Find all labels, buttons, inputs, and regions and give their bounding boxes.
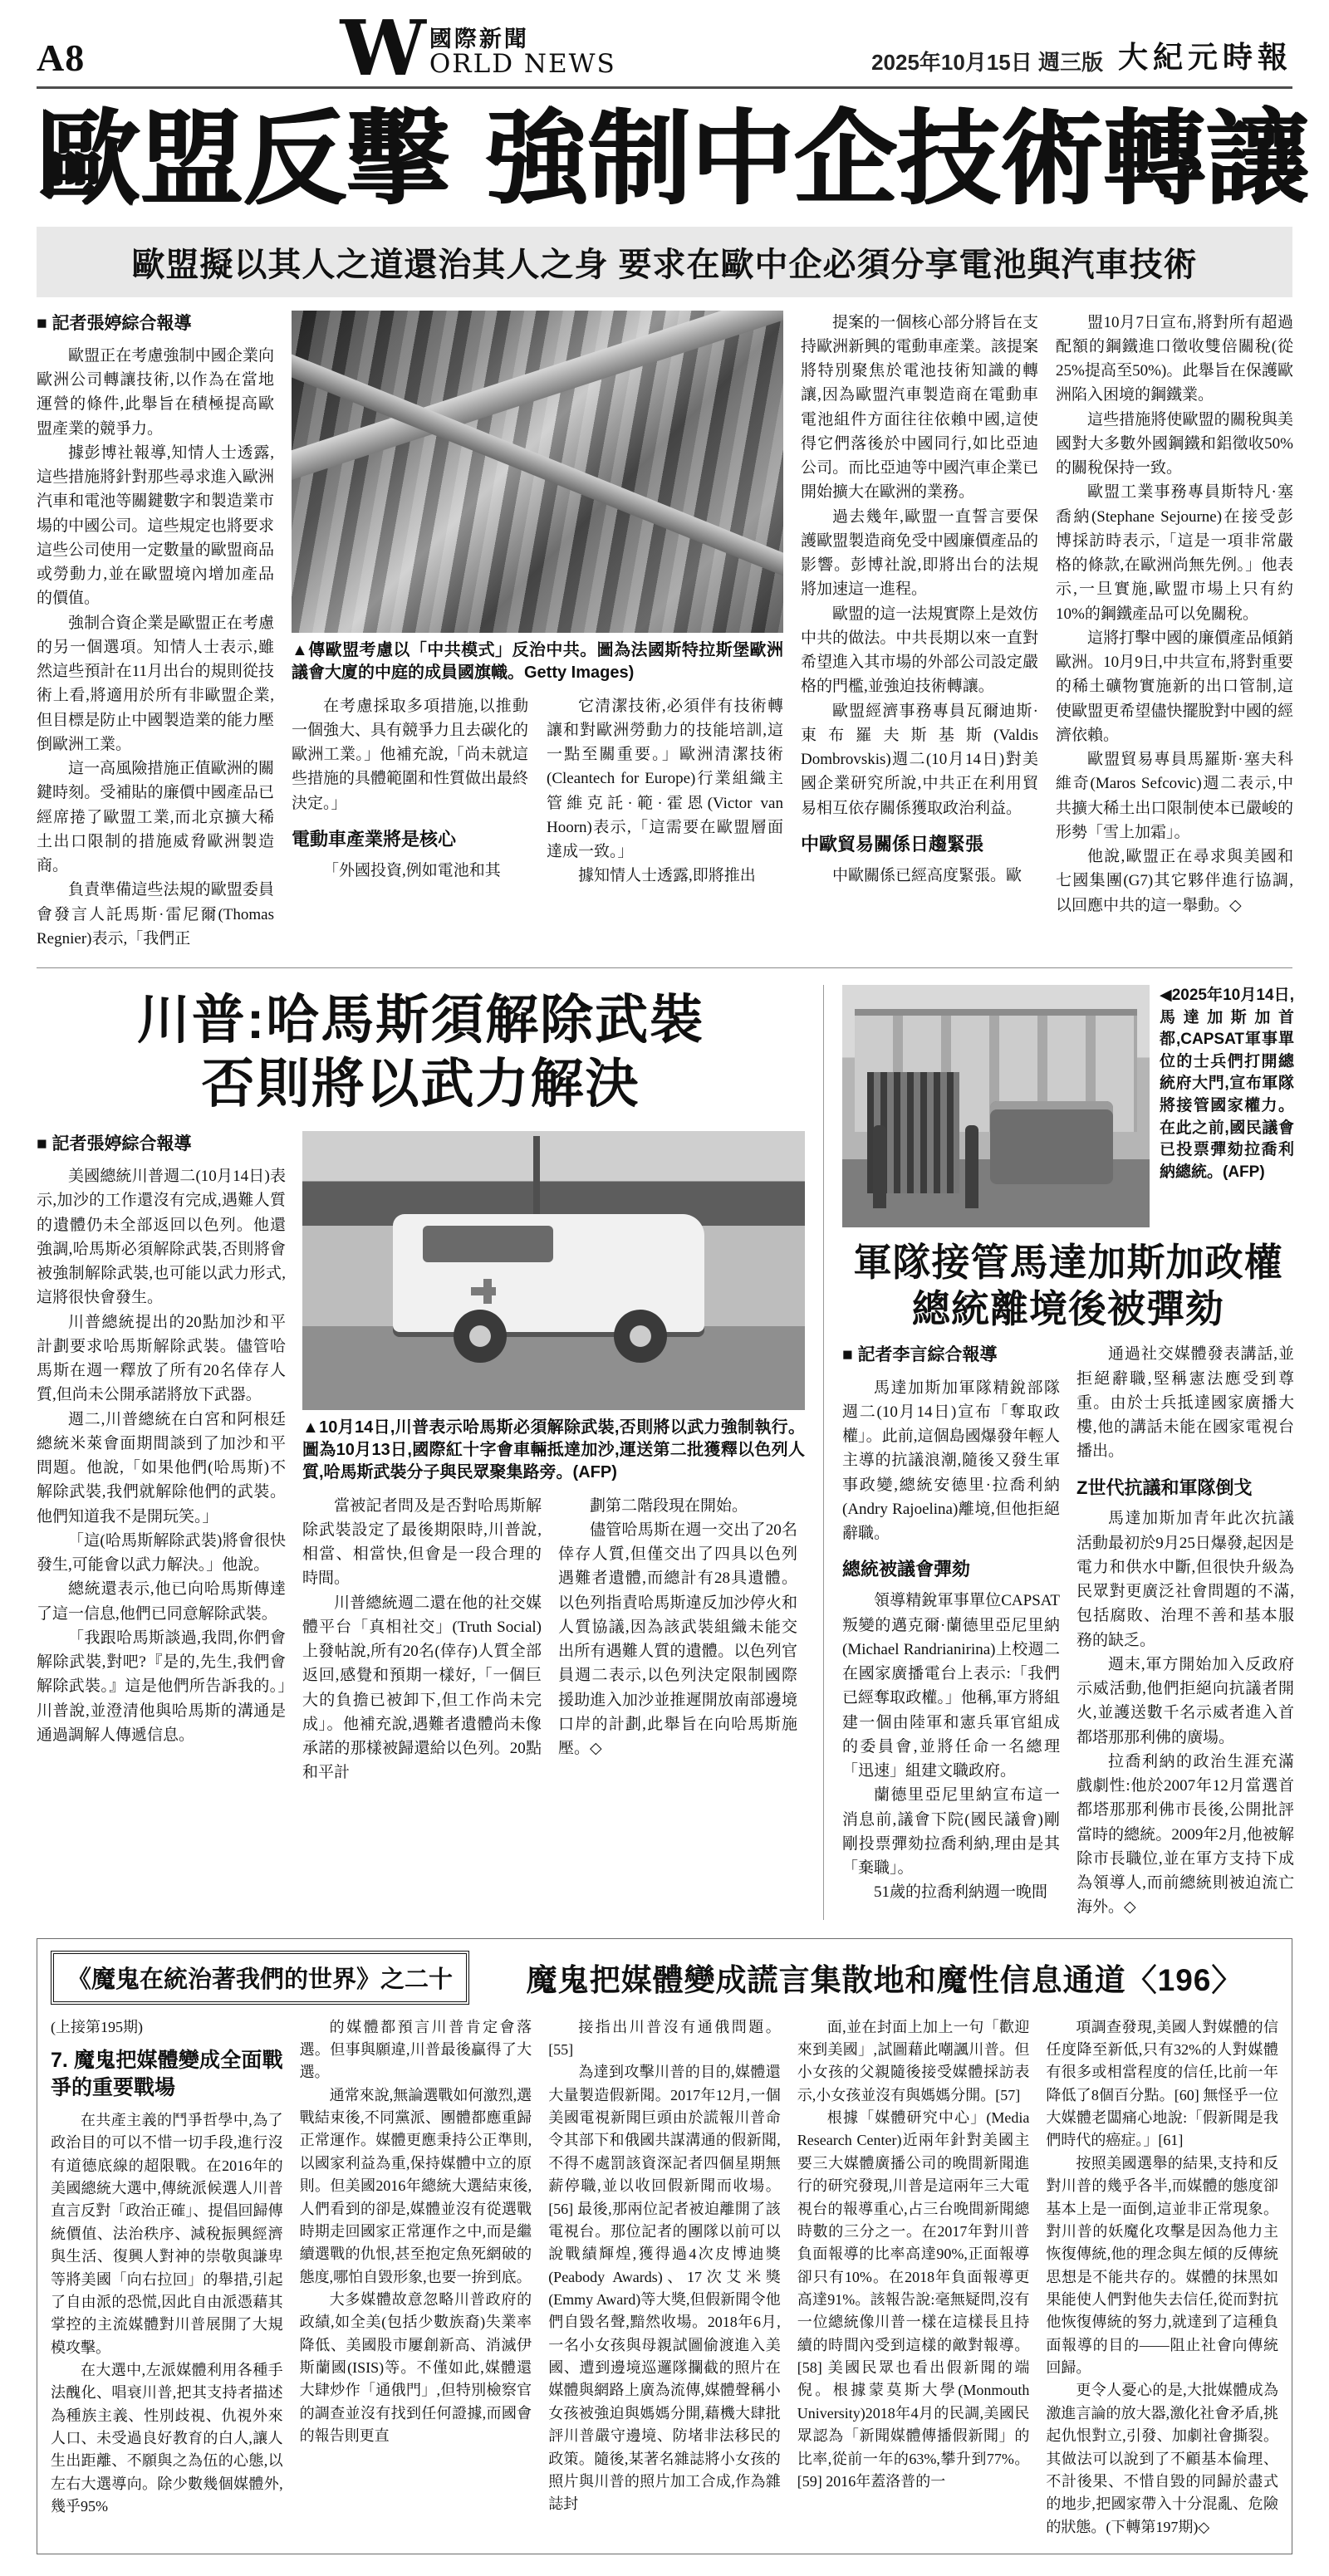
paragraph: 歐盟工業事務專員斯特凡·塞喬納(Stephane Sejourne)在接受彭博採訪時表示,「這是一項非常嚴格的條款,在歐洲尚無先例。」他表示,一旦實施,歐盟市場上只有約10%的鋼鐵產品可以免關稅。	[1056, 483, 1293, 623]
photo-soldier-shape	[965, 1125, 978, 1207]
paragraph: 蘭德里亞尼里納宣布這一消息前,議會下院(國民議會)剛剛投票彈劾拉喬利納,理由是其「棄職」。	[842, 1786, 1060, 1877]
paragraph: 通過社交媒體發表講話,並拒絕辭職,堅稱憲法應受到尊重。由於士兵抵達國家廣播大樓,他的講話未能在國家電視台播出。	[1076, 1345, 1294, 1461]
madagascar-body	[842, 1342, 1294, 1919]
paragraph: 週末,軍方開始加入反政府示威活動,他們拒絕向抗議者開火,並護送數千名示威者進入首都塔那那利佛的廣場。	[1076, 1655, 1294, 1746]
photo-jeep-shape	[990, 1101, 1113, 1183]
paragraph: 川普總統提出的20點加沙和平計劃要求哈馬斯解除武裝。儘管哈馬斯在週一釋放了所有20名倖存人質,但尚未公開承諾將放下武器。	[37, 1313, 286, 1404]
paragraph: 據彭博社報導,知情人士透露,這些措施將針對那些尋求進入歐洲汽車和電池等關鍵數字和製造業市場的中國公司。這些規定也將要求這些公司使用一定數量的歐盟商品或勞動力,並在歐盟境內增加產品的價值。	[37, 443, 274, 608]
serial-header	[51, 1951, 1278, 2005]
series-title: 《魔鬼在統治著我們的世界》之二十	[51, 1951, 469, 2005]
paragraph: 歐盟貿易專員馬羅斯·塞夫科維奇(Maros Sefcovic)週二表示,中共擴大稀土出口限制使本已嚴峻的形勢「雪上加霜」。	[1056, 751, 1293, 841]
lead-col-1	[37, 311, 274, 952]
trump-col-3	[558, 1494, 797, 1785]
paragraph: 馬達加斯加軍隊精銳部隊週二(10月14日)宣布「奪取政權」。此前,這個島國爆發年輕人主導的抗議浪潮,隨後又發生軍事政變,總統安德里·拉喬利納(Andry Rajoelina)離境,但他拒絕辭職。	[842, 1379, 1060, 1543]
red-cross-shape	[471, 1287, 496, 1295]
paragraph: 「外國投資,例如電池和其	[323, 861, 501, 879]
paragraph: 強制合資企業是歐盟正在考慮的另一個選項。知情人士表示,雖然這些預計在11月出台的規則從技術上看,將適用於所有非歐盟企業,但目標是防止中國製造業的能力壓倒歐洲工業。	[37, 614, 274, 753]
section-divider	[37, 967, 1292, 968]
paragraph: 這將打擊中國的廉價產品傾銷歐洲。10月9日,中共宣布,將對重要的稀土礦物實施新的出口管制,這使歐盟更希望儘快擺脫對中國的經濟依賴。	[1056, 629, 1293, 744]
page-number: A8	[37, 36, 86, 79]
lead-article-body	[37, 311, 1292, 952]
paragraph: 更令人憂心的是,大批媒體成為激進言論的放大器,激化社會矛盾,挑起仇恨對立,引發、加劇社會撕裂。其做法可以說到了不顧基本倫理、不計後果、不惜自毀的同歸於盡式的地步,把國家帶入十分混亂、危險的狀態。(下轉第197期)◇	[1046, 2382, 1278, 2535]
paragraph: 它清潔技術,必須伴有技術轉讓和對歐洲勞動力的技能培訓,這一點至關重要。」歐洲清潔技術(Cleantech for Europe)行業組織主管維克託·範·霍恩(Victor van Hoorn)表示,「這需要在歐盟層面達成一致。」	[547, 697, 783, 860]
episode-title: 魔鬼把媒體變成謊言集散地和魔性信息通道〈196〉	[526, 1963, 1243, 1998]
paragraph: 過去幾年,歐盟一直誓言要保護歐盟製造商免受中國廉價產品的影響。彭博社說,即將出台的法規將加速這一進程。	[801, 507, 1038, 599]
paragraph: 美國總統川普週二(10月14日)表示,加沙的工作還沒有完成,遇難人質的遺體仍未全部返回以色列。他還強調,哈馬斯必須解除武裝,否則將會被強制解除武裝,也可能以武力形式,這將很快會發生。	[37, 1168, 286, 1307]
paragraph: 大多媒體故意忽略川普政府的政績,如全美(包括少數族裔)失業率降低、美國股市屢創新高、消滅伊斯蘭國(ISIS)等。不僅如此,媒體還大肆炒作「通俄門」,但特別檢察官的調查並沒有找到任何證據,而國會的報告則更直	[299, 2290, 532, 2445]
madagascar-photo-block	[842, 985, 1294, 1227]
trump-body	[37, 1131, 805, 1785]
lead-col-3	[547, 694, 783, 889]
paragraph: 這些措施將使歐盟的關稅與美國對大多數外國鋼鐵和鋁徵收50%的關稅保持一致。	[1056, 410, 1293, 477]
serial-col-5	[1046, 2016, 1278, 2539]
continued-from-note: (上接第195期)	[51, 2018, 143, 2035]
paragraph: 在共產主義的鬥爭哲學中,為了政治目的可以不惜一切手段,進行沒有道德底線的超限戰。在2016年的美國總統大選中,傳統派候選人川普直言反對「政治正確」、提倡回歸傳統價值、法治秩序、減稅振興經濟與生活、復興人對神的崇敬與謙卑等將美國「向右拉回」的舉措,引起了自由派的恐慌,因此自由派憑藉其掌控的主流媒體對川普展開了大規模攻擊。	[51, 2112, 283, 2356]
gaza-redcross-photo	[302, 1131, 805, 1410]
paragraph: 面,並在封面上加上一句「歡迎來到美國」,試圖藉此嘲諷川普。但小女孩的父親隨後接受媒體採訪表示,小女孩並沒有與媽媽分開。[57]	[797, 2018, 1030, 2103]
paragraph: 領導精銳軍事單位CAPSAT叛變的邁克爾·蘭德里亞尼里納(Michael Randrianirina)上校週二在國家廣播電台上表示:「我們已經奪取政權。」他稱,軍方將組建一個由陸軍和憲兵軍官組成的委員會,並將任命一名總理「迅速」組建文職政府。	[842, 1592, 1060, 1780]
chapter-subtitle: 7. 魔鬼把媒體變成全面戰爭的重要戰場	[51, 2049, 283, 2099]
paragraph: 這一高風險措施正值歐洲的關鍵時刻。受補貼的廉價中國產品已經席捲了歐盟工業,而北京擴大稀土出口限制的措施威脅歐洲製造商。	[37, 760, 274, 875]
paragraph: 儘管哈馬斯在週一交出了20名倖存人質,但僅交出了四具以色列遇難者遺體,而總計有28具遺體。以色列指責哈馬斯違反加沙停火和人質協議,因為該武裝組織未能交出所有遇難人質的遺體。以色列官員週二表示,以色列決定限制國際援助進入加沙並推遲開放南部邊境口岸的計劃,此舉旨在向哈馬斯施壓。◇	[558, 1521, 797, 1758]
trump-photo-block	[302, 1131, 805, 1785]
photo-tower-shape	[533, 1136, 540, 1220]
photo-wheel-shape	[614, 1310, 667, 1363]
paper-name: 大紀元時報	[1117, 39, 1292, 75]
paragraph: 在考慮採取多項措施,以推動一個強大、具有競爭力且去碳化的歐洲工業。」他補充說,「尚未就這些措施的具體範圍和性質做出最終決定。」	[292, 697, 529, 812]
paragraph: 劃第二階段現在開始。	[590, 1496, 748, 1515]
photo-soldier-shape	[873, 1125, 886, 1207]
serial-col-4	[797, 2016, 1030, 2539]
paragraph: 拉喬利納的政治生涯充滿戲劇性:他於2007年12月當選首都塔那那利佛市長後,公開批評當時的總統。2009年2月,他被解除市長職位,並在軍方支持下成為領導人,而前總統則被迫流亡海外。◇	[1076, 1752, 1294, 1917]
lead-deck: 歐盟擬以其人之道還治其人之身 要求在歐中企必須分享電池與汽車技術	[37, 227, 1292, 297]
section-letter: W	[340, 3, 426, 93]
paragraph: 為達到攻擊川普的目的,媒體還大量製造假新聞。2017年12月,一個美國電視新聞巨頭由於謊報川普命令其部下和俄國共謀溝通的假新聞,不得不處罰該資深記者四個星期無薪停職,並以收回假新聞而收場。[56] 最後,那兩位記者被迫離開了該電視台。那位記者的團隊以前可以說戰績輝煌,獲得過4次皮博迪獎(Peabody Awards)、17次艾米獎(Emmy Award)等大獎,但假新聞令他們自毀名聲,黯然收場。2018年6月,一名小女孩與母親試圖偷渡進入美國、遭到邊境巡邏隊攔截的照片在媒體與網路上廣為流傳,媒體聲稱小女孩被強迫與媽媽分開,藉機大肆批評川普嚴守邊境、防堵非法移民的政策。隨後,某著名雜誌將小女孩的照片與川普的照片加工合成,作為雜誌封	[548, 2064, 781, 2513]
trump-byline: ■ 記者張婷綜合報導	[37, 1134, 192, 1153]
second-section	[37, 985, 1292, 1920]
trump-inner-cols	[302, 1494, 805, 1785]
serial-body	[51, 2016, 1278, 2539]
lead-col-5	[1056, 311, 1293, 952]
section-title-en: ORLD NEWS	[429, 49, 616, 80]
paragraph: 的媒體都預言川普肯定會落選。但事與願違,川普最後贏得了大選。	[299, 2018, 532, 2081]
paragraph: 歐盟的這一法規實際上是效仿中共的做法。中共長期以來一直對希望進入其市場的外部公司設定嚴格的門檻,並強迫技術轉讓。	[801, 605, 1038, 696]
paragraph: 通常來說,無論選戰如何激烈,選戰結束後,不同黨派、團體都應重歸正常運作。媒體更應秉持公正準則,以國家利益為重,保持媒體中立的原則。但美國2016年總統大選結束後,人們看到的卻是,媒體並沒有從選戰時期走回國家正常運作之中,而是繼續選戰的仇恨,甚至抱定魚死網破的態度,哪怕自毀形象,也要一拚到底。	[299, 2086, 532, 2285]
subhead-ev-industry: 電動車產業將是核心	[292, 828, 457, 850]
lead-col-4	[801, 311, 1038, 952]
trump-headline-line2: 否則將以武力解決	[201, 1053, 640, 1114]
paragraph: 據知情人士透露,即將推出	[578, 867, 756, 885]
paragraph: 負責準備這些法規的歐盟委員會發言人託馬斯·雷尼爾(Thomas Regnier)表示,「我們正	[37, 881, 274, 948]
paragraph: 當被記者問及是否對哈馬斯解除武裝設定了最後期限時,川普說,相當、相當快,但會是一段合理的時間。	[302, 1496, 542, 1588]
lead-inner-cols	[292, 694, 783, 889]
madagascar-article	[823, 985, 1294, 1920]
paragraph: 接指出川普沒有通俄問題。[55]	[548, 2018, 781, 2059]
eu-photo-caption: ▲傳歐盟考慮以「中共模式」反治中共。圖為法國斯特拉斯堡歐洲議會大廈的中庭的成員國旗幟。Getty Images)	[292, 640, 783, 682]
paragraph: 他說,歐盟正在尋求與美國和七國集團(G7)其它夥伴進行協調,以回應中共的這一舉動。◇	[1056, 848, 1293, 914]
madagascar-palace-photo	[842, 985, 1150, 1227]
trump-article	[37, 985, 823, 1920]
serial-article-box	[37, 1938, 1292, 2554]
lead-photo-block	[292, 311, 783, 952]
paragraph: 總統還表示,他已向哈馬斯傳達了這一信息,他們已同意解除武裝。	[37, 1580, 286, 1623]
madagascar-headline	[842, 1239, 1294, 1332]
paragraph: 「我跟哈馬斯談過,我問,你們會解除武裝,對吧?『是的,先生,我們會解除武裝。』這是他們所告訴我的。」川普說,並澄清他與哈馬斯的溝通是通過調解人傳遞信息。	[37, 1628, 286, 1744]
paragraph: 盟10月7日宣布,將對所有超過配額的鋼鐵進口徵收雙倍關稅(從25%提高至50%)。此舉旨在保護歐洲陷入困境的鋼鐵業。	[1056, 313, 1293, 404]
madagascar-col-2	[1076, 1342, 1294, 1919]
paragraph: 按照美國選舉的結果,支持和反對川普的幾乎各半,而媒體的態度卻基本上是一面倒,這並非正常現象。對川普的妖魔化攻擊是因為他力主恢復傳統,他的理念與左傾的反傳統思想是不能共存的。媒體的抹黑如果能使人們對他失去信任,從而對抗他恢復傳統的努力,就達到了這種負面報導的目的——阻止社會向傳統回歸。	[1046, 2154, 1278, 2377]
date-line: 2025年10月15日 週三版	[871, 49, 1103, 75]
trump-headline-line1: 川普:哈馬斯須解除武裝	[136, 990, 705, 1050]
lead-byline: ■ 記者張婷綜合報導	[37, 313, 192, 333]
section-title-zh: 國際新聞	[429, 26, 529, 51]
serial-col-1	[51, 2016, 283, 2539]
madagascar-photo-caption: ◀2025年10月14日,馬達加斯加首都,CAPSAT軍事單位的士兵們打開總統府大門,宣布軍隊將接管國家權力。在此之前,國民議會已投票彈劾拉喬利納總統。(AFP)	[1160, 987, 1294, 1181]
paragraph: 「這(哈馬斯解除武裝)將會很快發生,可能會以武力解決。」他說。	[37, 1531, 286, 1574]
trump-photo-caption: ▲10月14日,川普表示哈馬斯必須解除武裝,否則將以武力強制執行。圖為10月13日,國際紅十字會車輛抵達加沙,運送第二批獲釋以色列人質,哈馬斯武裝分子與民眾聚集路旁。(AFP)	[302, 1418, 805, 1481]
subhead-trade-tension: 中歐貿易關係日趨緊張	[801, 833, 984, 855]
eu-flags-photo	[292, 311, 783, 633]
subhead-impeached: 總統被議會彈劾	[842, 1559, 971, 1580]
paragraph: 提案的一個核心部分將旨在支持歐洲新興的電動車產業。該提案將特別聚焦於電池技術知識的轉讓,因為歐盟汽車製造商在電動車電池組件方面往往依賴中國,這使得它們落後於中國同行,如比亞迪公司。而比亞迪等中國汽車企業已開始擴大在歐洲的業務。	[801, 313, 1038, 502]
paragraph: 歐盟經濟事務專員瓦爾迪斯·東布羅夫斯基斯(Valdis Dombrovskis)週二(10月14日)對美國企業研究所說,中共正在利用貿易相互依存關係獲取政治利益。	[801, 702, 1038, 817]
photo-window-shape	[423, 1226, 553, 1262]
masthead	[37, 3, 1292, 93]
paragraph: 馬達加斯加青年此次抗議活動最初於9月25日爆發,起因是電力和供水中斷,但很快升級為民眾對更廣泛社會問題的不滿,包括腐敗、治理不善和基本服務的缺乏。	[1076, 1510, 1294, 1649]
serial-col-2	[300, 2016, 532, 2539]
paragraph: 根據「媒體研究中心」(Media Research Center)近兩年針對美國主要三大媒體廣播公司的晚間新聞進行的研究發現,川普是這兩年三大電視台的報導重心,占三台晚間新聞總時數的三分之一。在2017年對川普負面報導的比率高達90%,正面報導卻只有10%。在2018年負面報導更高達91%。該報告說:毫無疑問,沒有一位總統像川普一樣在這樣長且持續的時間內受到這樣的敵對報導。[58] 美國民眾也看出假新聞的端倪。根據蒙莫斯大學(Monmouth University)2018年4月的民調,美國民眾認為「新聞媒體傳播假新聞」的比率,從前一年的63%,攀升到77%。[59] 2016年蓋洛普的一	[797, 2109, 1030, 2490]
madagascar-col-1	[842, 1342, 1060, 1919]
subhead-genz-protest: Z世代抗議和軍隊倒戈	[1076, 1477, 1253, 1498]
paragraph: 51歲的拉喬利納週一晚間	[874, 1883, 1048, 1902]
trump-col-2	[302, 1494, 542, 1785]
section-title	[340, 3, 616, 93]
madagascar-headline-line2: 總統離境後被彈劾	[912, 1287, 1224, 1331]
lead-col-2	[292, 694, 528, 889]
madagascar-headline-line1: 軍隊接管馬達加斯加政權	[853, 1241, 1283, 1285]
paragraph: 川普總統週二還在他的社交媒體平台「真相社交」(Truth Social)上發帖說,所有20名(倖存)人質全部返回,感覺和預期一樣好,「一個巨大的負擔已被卸下,但工作尚未完成」。他補充說,遇難者遺體尚未像承諾的那樣被歸還給以色列。20點和平計	[302, 1594, 542, 1782]
paragraph: 週二,川普總統在白宮和阿根廷總統米萊會面期間談到了加沙和平問題。他說,「如果他們(哈馬斯)不解除武裝,我們就解除他們的武裝。他們知道我不是開玩笑。」	[37, 1410, 286, 1526]
trump-headline	[37, 988, 805, 1116]
madagascar-byline: ■ 記者李言綜合報導	[842, 1345, 998, 1365]
paragraph: 歐盟正在考慮強制中國企業向歐洲公司轉讓技術,以作為在當地運營的條件,此舉旨在積極提高歐盟產業的競爭力。	[37, 346, 274, 438]
photo-wheel-shape	[454, 1310, 507, 1363]
paragraph: 中歐關係已經高度緊張。歐	[832, 866, 1022, 884]
paragraph: 項調查發現,美國人對媒體的信任度降至新低,只有32%的人對媒體有很多或相當程度的信任,比前一年降低了8個百分點。[60] 無怪乎一位大媒體老闆痛心地說:「假新聞是我們時代的癌症。」[61]	[1046, 2018, 1278, 2149]
paragraph: 在大選中,左派媒體利用各種手法醜化、唱衰川普,把其支持者描述為種族主義、性別歧視、仇視外來人口、未受過良好教育的白人,讓人生出距離、不願與之為伍的心態,以左右大選導向。除少數幾個媒體外,幾乎95%	[51, 2361, 283, 2515]
masthead-right	[871, 34, 1292, 80]
lead-headline: 歐盟反擊 強制中企技術轉讓	[37, 98, 1309, 219]
trump-col-1	[37, 1131, 286, 1785]
serial-col-3	[548, 2016, 781, 2539]
